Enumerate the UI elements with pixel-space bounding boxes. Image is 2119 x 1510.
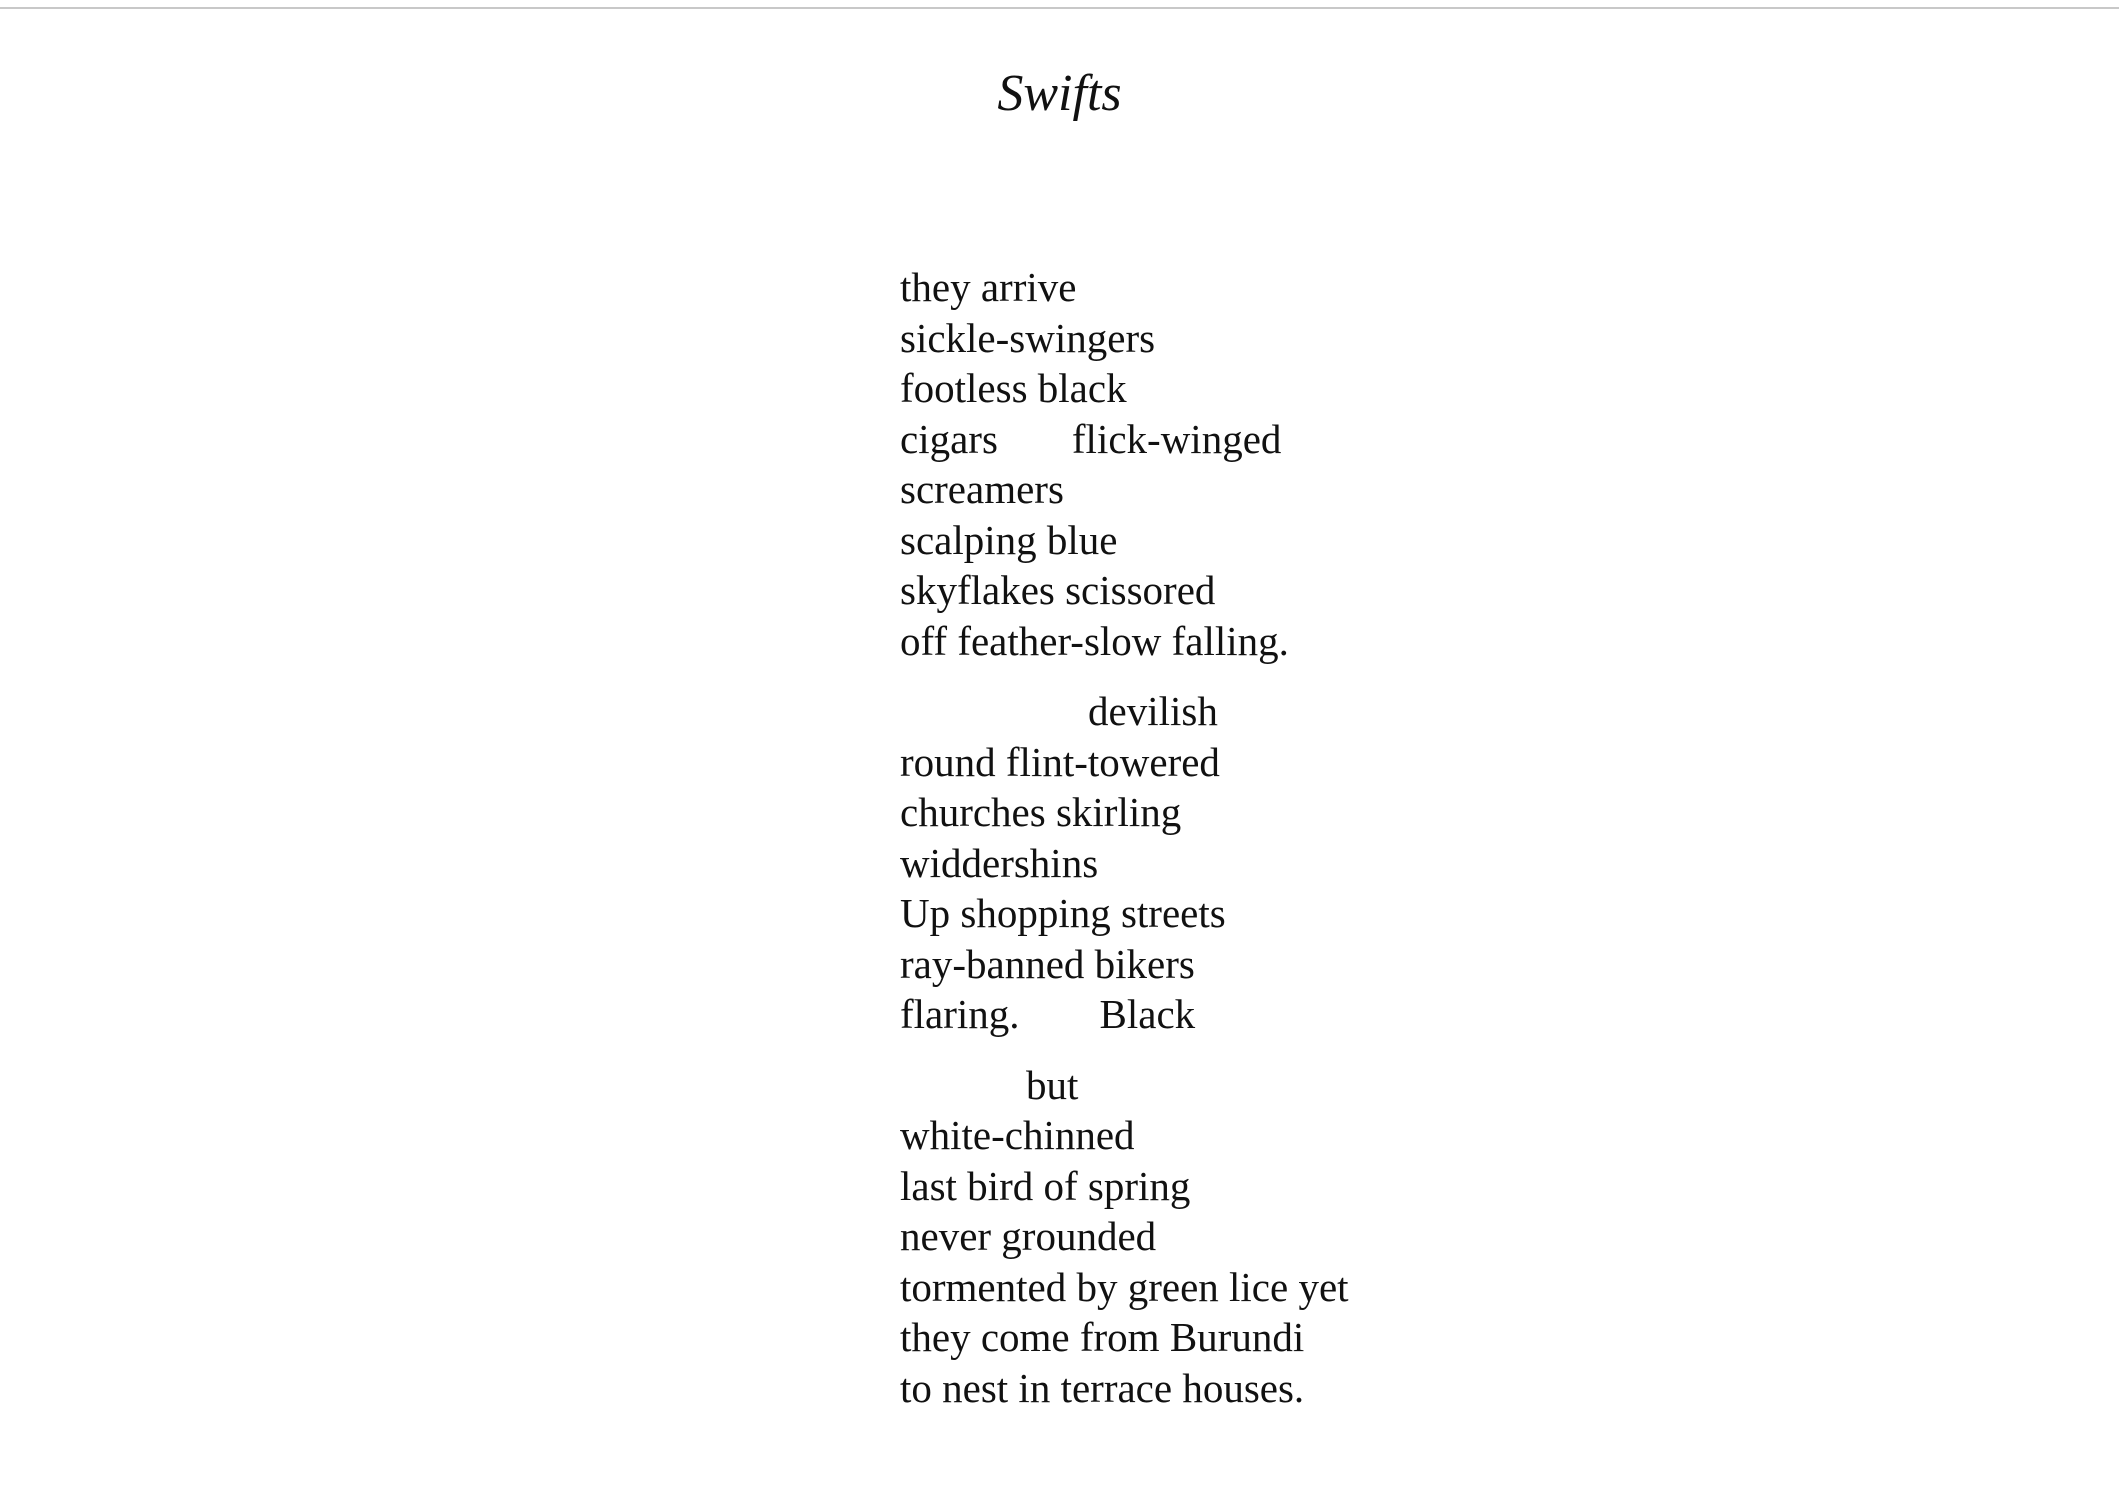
poem-line: scalping blue [900,516,1118,563]
poem-line: footless black [900,365,1127,411]
poem-line-part: flick-winged [1071,415,1282,462]
poem-line: churches skirling [900,789,1182,835]
poem-line-indented: devilish [1088,688,1218,734]
poem-line: they come from Burundi [900,1314,1305,1360]
poem-line-split [900,414,1349,465]
poem-line: never grounded [900,1213,1157,1259]
top-divider [0,7,2119,9]
poem-line-indented: but [1026,1061,1079,1108]
poem-line: white-chinned [900,1112,1135,1158]
poem-line: ray-banned bikers [900,940,1195,987]
poem-body [900,262,1349,1413]
stanza-3 [900,1060,1349,1414]
poem-line-part: Black [1099,991,1196,1037]
poem-line: round flint-towered [900,738,1220,785]
poem-line: off feather-slow falling. [900,617,1289,664]
poem-line-part: flaring. [900,991,1020,1037]
poem-line: skyflakes scissored [900,567,1216,613]
poem-line: Up shopping streets [900,890,1226,936]
poem-line-split [900,989,1349,1040]
poem-line-part: cigars [900,415,998,462]
poem-line: last bird of spring [900,1162,1191,1209]
poem-line: to nest in terrace houses. [900,1364,1305,1411]
poem-line: they arrive [900,264,1077,310]
poem-line: tormented by green lice yet [900,1263,1349,1310]
stanza-1 [900,262,1349,666]
poem-title: Swifts [997,65,1122,122]
stanza-2 [900,686,1349,1040]
poem-line: widdershins [900,839,1099,886]
poem-line: screamers [900,466,1064,512]
poem-line: sickle-swingers [900,314,1156,361]
